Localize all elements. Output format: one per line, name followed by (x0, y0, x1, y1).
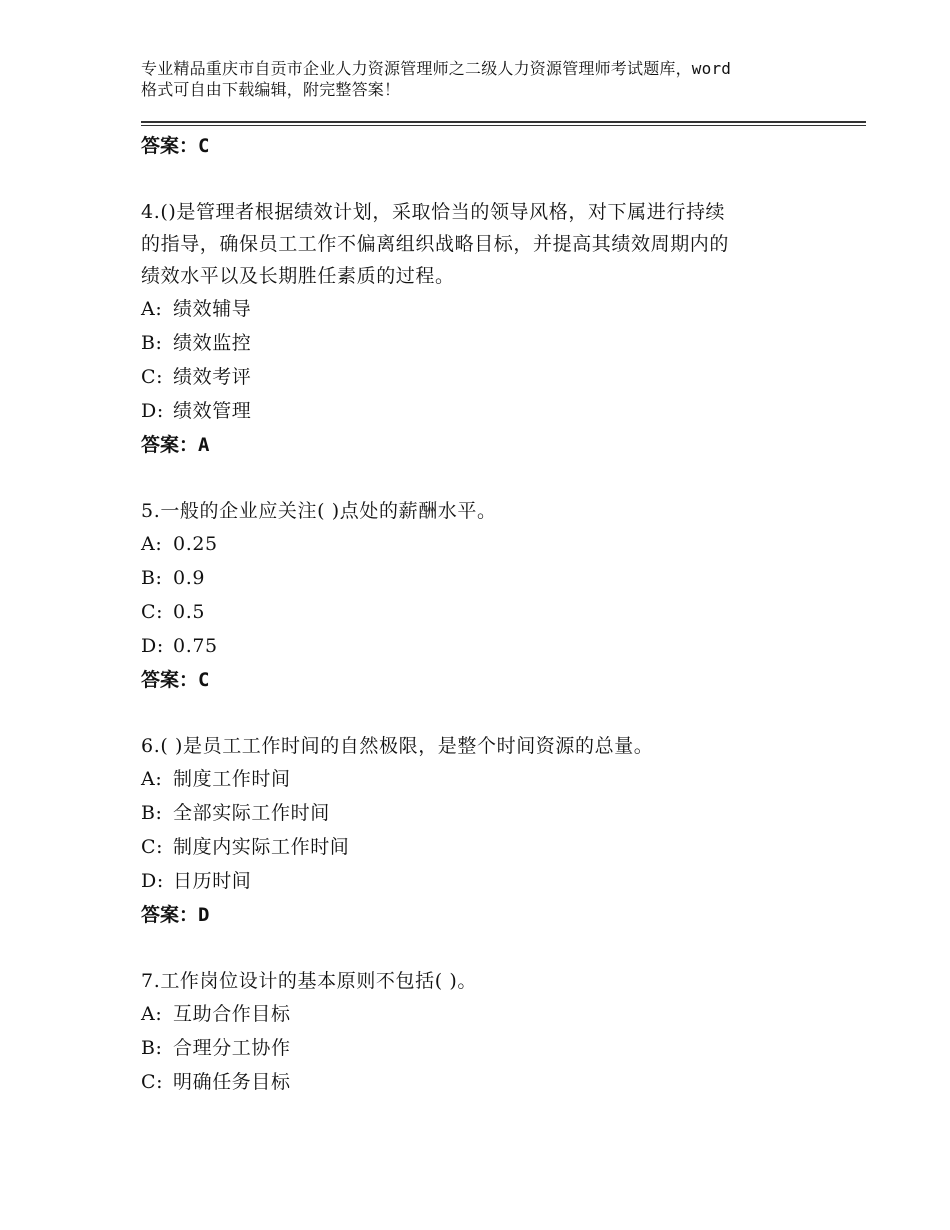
question-stem (141, 730, 841, 762)
option-text: 制度工作时间 (173, 768, 291, 790)
answer-option (141, 561, 841, 595)
option-text: 0.9 (173, 567, 206, 589)
answer-option (141, 527, 841, 561)
question-text-line: 的指导，确保员工工作不偏离组织战略目标，并提高其绩效周期内的 (141, 233, 730, 255)
option-label: C: (141, 1071, 164, 1093)
question-block (141, 196, 841, 462)
option-label: A: (141, 768, 163, 790)
question-text-line: 6.( )是员工工作时间的自然极限，是整个时间资源的总量。 (141, 735, 654, 757)
answer-option (141, 1031, 841, 1065)
answer-option (141, 830, 841, 864)
question-list (141, 129, 841, 1099)
question-block (141, 730, 841, 932)
option-label: B: (141, 1037, 163, 1059)
option-label: B: (141, 802, 163, 824)
answer-option (141, 796, 841, 830)
option-label: C: (141, 601, 164, 623)
option-text: 绩效考评 (173, 366, 252, 388)
option-text: 全部实际工作时间 (173, 802, 330, 824)
option-label: B: (141, 332, 163, 354)
header-divider (141, 121, 866, 123)
answer-option (141, 394, 841, 428)
answer-line: 答案：C (141, 135, 210, 157)
answer-option (141, 629, 841, 663)
question-block (141, 965, 841, 1099)
answer-line: 答案：D (141, 904, 210, 926)
question-stem (141, 965, 841, 997)
option-text: 明确任务目标 (173, 1071, 291, 1093)
answer-option (141, 595, 841, 629)
question-stem (141, 196, 841, 292)
option-label: D: (141, 400, 164, 422)
question-block (141, 495, 841, 697)
option-text: 0.75 (173, 635, 218, 657)
header-divider (141, 125, 866, 126)
header-line: 格式可自由下载编辑，附完整答案！ (141, 80, 401, 99)
option-text: 0.25 (173, 533, 218, 555)
option-label: A: (141, 533, 163, 555)
option-label: A: (141, 298, 163, 320)
option-label: C: (141, 836, 164, 858)
question-text-line: 绩效水平以及长期胜任素质的过程。 (141, 265, 455, 287)
answer-option (141, 1065, 841, 1099)
answer-option (141, 326, 841, 360)
answer-line: 答案：C (141, 669, 210, 691)
answer-option (141, 360, 841, 394)
question-text-line: 4.()是管理者根据绩效计划，采取恰当的领导风格，对下属进行持续 (141, 201, 726, 223)
answer-option (141, 997, 841, 1031)
option-label: D: (141, 870, 164, 892)
option-text: 绩效管理 (173, 400, 252, 422)
question-text-line: 5.一般的企业应关注( )点处的薪酬水平。 (141, 500, 497, 522)
question-stem (141, 495, 841, 527)
answer-option (141, 762, 841, 796)
question-text-line: 7.工作岗位设计的基本原则不包括( )。 (141, 970, 477, 992)
option-text: 绩效辅导 (173, 298, 252, 320)
option-text: 合理分工协作 (173, 1037, 291, 1059)
option-label: B: (141, 567, 163, 589)
option-label: C: (141, 366, 164, 388)
option-label: D: (141, 635, 164, 657)
option-text: 制度内实际工作时间 (173, 836, 350, 858)
option-text: 0.5 (173, 601, 206, 623)
answer-option (141, 292, 841, 326)
header-line: 专业精品重庆市自贡市企业人力资源管理师之二级人力资源管理师考试题库，word (141, 59, 732, 78)
option-text: 日历时间 (173, 870, 252, 892)
option-text: 绩效监控 (173, 332, 252, 354)
answer-line: 答案：A (141, 434, 210, 456)
option-label: A: (141, 1003, 163, 1025)
document-header (141, 58, 831, 100)
answer-option (141, 864, 841, 898)
option-text: 互助合作目标 (173, 1003, 291, 1025)
